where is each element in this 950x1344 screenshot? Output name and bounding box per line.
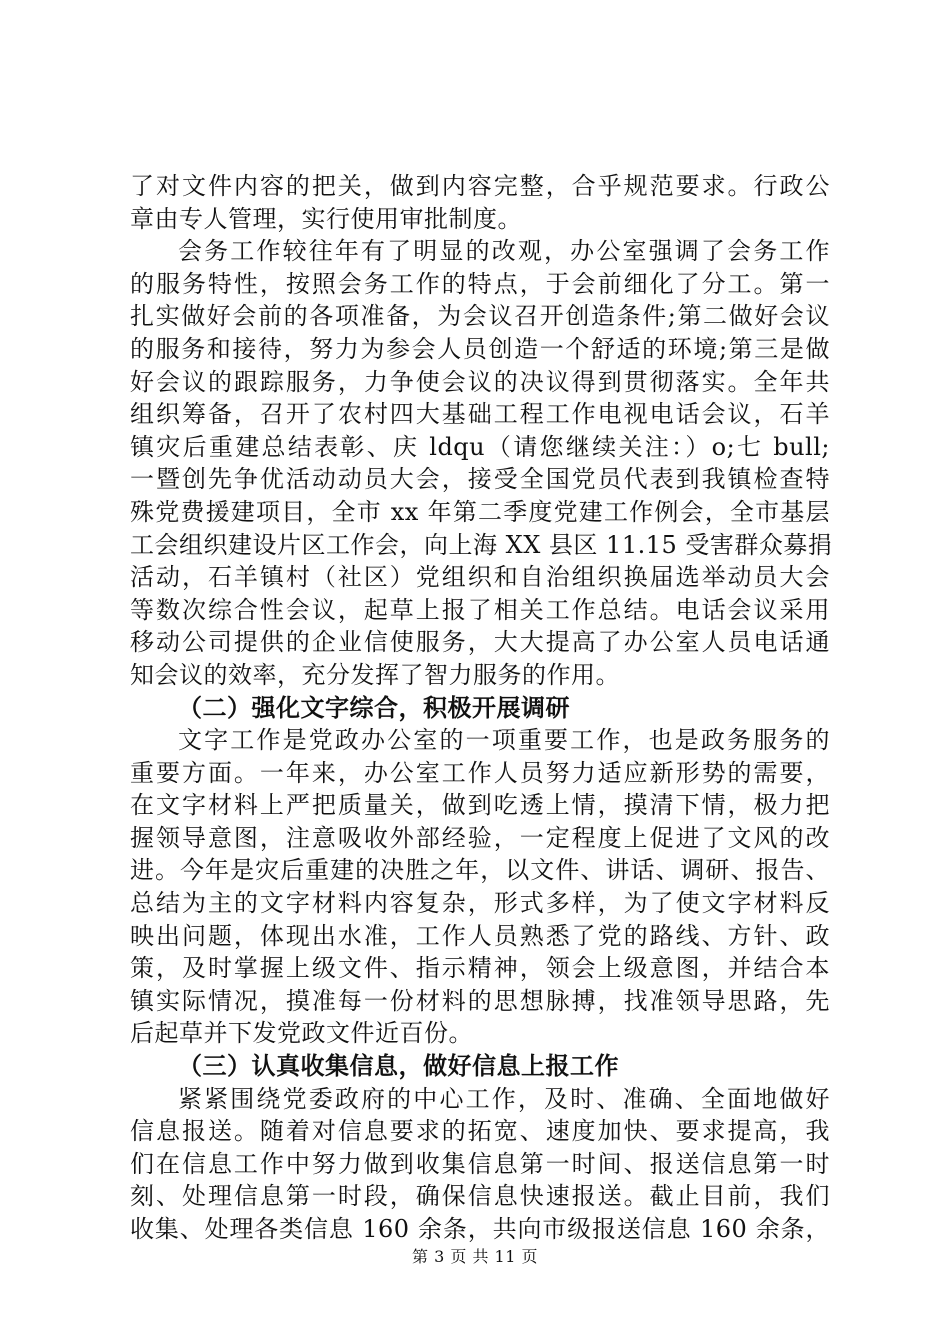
text-line: 后起草并下发党政文件近百份。 (130, 1019, 473, 1048)
text-line: 工会组织建设片区工作会，向上海 XX 县区 11.15 受害群众募捐 (130, 530, 833, 559)
text-line: 了对文件内容的把关，做到内容完整，合乎规范要求。行政公 (130, 172, 830, 200)
text-line: 的服务特性，按照会务工作的特点，于会前细化了分工。第一 (130, 269, 830, 298)
text-line: 映出问题，体现出水准，工作人员熟悉了党的路线、方针、政 (130, 921, 830, 950)
section-heading: （三）认真收集信息，做好信息上报工作 (178, 1052, 619, 1081)
text-line: 会务工作较往年有了明显的改观，办公室强调了会务工作 (178, 237, 830, 266)
document-body (130, 170, 833, 1246)
text-line: 移动公司提供的企业信使服务，大大提高了办公室人员电话通 (130, 628, 830, 657)
text-line: 扎实做好会前的各项准备，为会议召开创造条件;第二做好会议 (130, 302, 830, 331)
text-line: 镇实际情况，摸准每一份材料的思想脉搏，找准领导思路，先 (130, 986, 830, 1015)
text-line: 重要方面。一年来，办公室工作人员努力适应新形势的需要， (130, 758, 830, 787)
text-line: 紧紧围绕党委政府的中心工作，及时、准确、全面地做好 (178, 1084, 830, 1113)
text-line: 收集、处理各类信息 160 余条，共向市级报送信息 160 余条， (130, 1215, 830, 1243)
text-line: 好会议的跟踪服务，力争使会议的决议得到贯彻落实。全年共 (130, 367, 830, 396)
text-line: 在文字材料上严把质量关，做到吃透上情，摸清下情，极力把 (130, 791, 830, 820)
text-line: 章由专人管理，实行使用审批制度。 (130, 204, 522, 233)
page-footer: 第 3 页 共 11 页 (412, 1247, 538, 1266)
text-line: 殊党费援建项目，全市 xx 年第二季度党建工作例会，全市基层 (130, 497, 830, 526)
text-line: 握领导意图，注意吸收外部经验，一定程度上促进了文风的改 (130, 823, 830, 852)
text-line: 的服务和接待，努力为参会人员创造一个舒适的环境;第三是做 (130, 334, 830, 363)
text-line: 策，及时掌握上级文件、指示精神，领会上级意图，并结合本 (130, 954, 830, 983)
text-line: 们在信息工作中努力做到收集信息第一时间、报送信息第一时 (130, 1149, 830, 1178)
text-line: 组织筹备，召开了农村四大基础工程工作电视电话会议，石羊 (130, 400, 830, 429)
text-line: 信息报送。随着对信息要求的拓宽、速度加快、要求提高，我 (130, 1117, 830, 1146)
text-line: 镇灾后重建总结表彰、庆 ldqu（请您继续关注：）o;七 bull; (130, 432, 830, 461)
text-line: 总结为主的文字材料内容复杂，形式多样，为了使文字材料反 (130, 889, 830, 918)
text-line: 进。今年是灾后重建的决胜之年，以文件、讲话、调研、报告、 (130, 856, 830, 885)
text-line: 刻、处理信息第一时段，确保信息快速报送。截止目前，我们 (130, 1182, 830, 1211)
section-heading: （二）强化文字综合，积极开展调研 (178, 693, 570, 722)
text-line: 活动，石羊镇村（社区）党组织和自治组织换届选举动员大会 (130, 563, 830, 592)
text-line: 等数次综合性会议，起草上报了相关工作总结。电话会议采用 (130, 595, 830, 624)
text-line: 一暨创先争优活动动员大会，接受全国党员代表到我镇检查特 (130, 465, 830, 494)
text-line: 知会议的效率，充分发挥了智力服务的作用。 (130, 660, 620, 689)
text-line: 文字工作是党政办公室的一项重要工作，也是政务服务的 (178, 726, 830, 755)
